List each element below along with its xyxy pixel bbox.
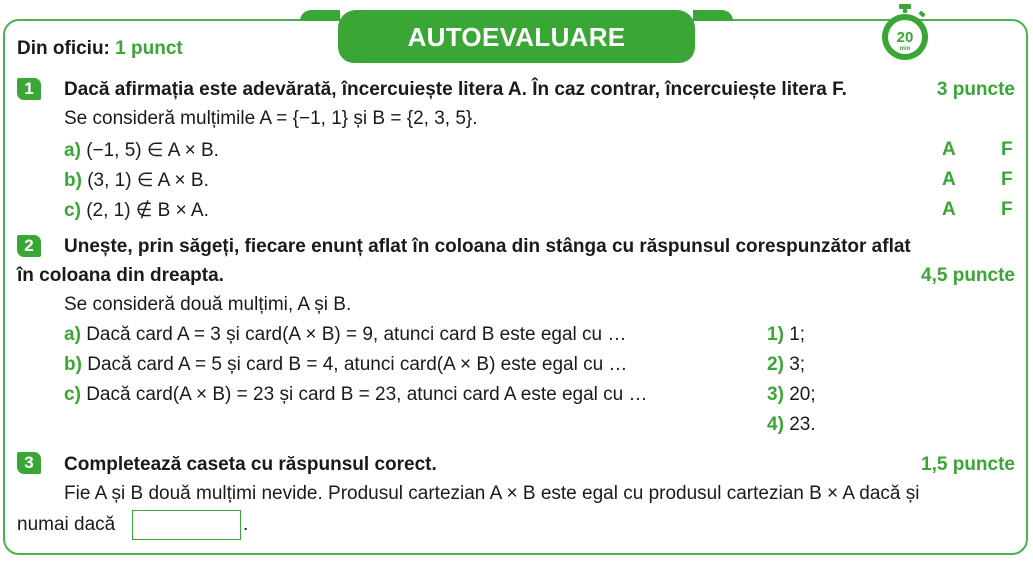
q2-left-b — [64, 354, 627, 376]
q1-item-c-text: (2, 1) ∉ B × A. — [86, 200, 209, 221]
timer-unit: min — [899, 46, 911, 52]
q2-right-3[interactable] — [767, 384, 816, 406]
q2-right-2[interactable] — [767, 354, 805, 376]
q2-number-badge: 2 — [17, 235, 41, 257]
page-title: AUTOEVALUARE — [338, 10, 695, 63]
q2-left-b-text: Dacă card A = 5 și card B = 4, atunci card(A × B) este egal cu … — [87, 354, 628, 375]
q2-right-3-text: 20; — [789, 384, 816, 405]
din-oficiu — [17, 38, 183, 60]
q2-left-c-letter: c) — [64, 384, 81, 405]
q2-right-1-text: 1; — [789, 324, 806, 345]
q1-item-c-option-a[interactable]: A — [942, 199, 956, 220]
q1-context: Se consideră mulțimile A = {−1, 1} și B = {2, 3, 5}. — [64, 108, 478, 129]
q1-item-b-option-f[interactable]: F — [1001, 169, 1013, 190]
q3-instruction: Completează caseta cu răspunsul corect. — [64, 454, 437, 475]
din-oficiu-label: Din oficiu: — [17, 38, 110, 59]
q3-line2-after: . — [243, 514, 249, 535]
q1-instruction: Dacă afirmația este adevărată, încercuiește litera A. În caz contrar, încercuiește litera F. — [64, 79, 847, 100]
q1-item-b-text: (3, 1) ∈ A × B. — [87, 170, 209, 191]
q1-item-b-letter: b) — [64, 170, 82, 191]
q2-context: Se consideră două mulțimi, A și B. — [64, 294, 352, 315]
q2-right-2-num: 2) — [767, 354, 784, 375]
q2-instruction-line2: în coloana din dreapta. — [17, 265, 224, 286]
q2-right-2-text: 3; — [789, 354, 806, 375]
q2-left-a — [64, 324, 626, 346]
stopwatch-icon — [880, 2, 930, 62]
q3-number-badge: 3 — [17, 452, 41, 474]
q2-points: 4,5 puncte — [921, 265, 1015, 286]
q2-left-c-text: Dacă card(A × B) = 23 și card B = 23, atunci card A este egal cu … — [86, 384, 648, 405]
timer-value: 20 — [896, 29, 914, 46]
q2-right-1-num: 1) — [767, 324, 784, 345]
tab-ear-left — [300, 10, 340, 21]
q1-item-b-option-a[interactable]: A — [942, 169, 956, 190]
q2-left-a-text: Dacă card A = 3 și card(A × B) = 9, atunci card B este egal cu … — [86, 324, 627, 345]
q2-right-4[interactable] — [767, 414, 816, 436]
q1-item-a-text: (−1, 5) ∈ A × B. — [86, 140, 219, 161]
q1-points: 3 puncte — [936, 79, 1015, 100]
q2-right-4-num: 4) — [767, 414, 784, 435]
q2-left-c — [64, 384, 648, 406]
q2-right-3-num: 3) — [767, 384, 784, 405]
q1-item-a-option-f[interactable]: F — [1001, 139, 1013, 160]
q2-left-b-letter: b) — [64, 354, 82, 375]
q3-line1: Fie A și B două mulțimi nevide. Produsul cartezian A × B este egal cu produsul cartezian B × A dacă și — [64, 483, 920, 504]
q2-instruction-line1: Unește, prin săgeți, fiecare enunț aflat în coloana din stânga cu răspunsul corespunzător aflat — [64, 236, 911, 257]
q1-number-badge: 1 — [17, 78, 41, 100]
q1-item-a — [64, 139, 219, 162]
tab-ear-right — [693, 10, 733, 21]
q1-item-b — [64, 169, 209, 192]
q1-item-c — [64, 199, 209, 222]
q1-item-c-letter: c) — [64, 200, 81, 221]
q1-item-a-option-a[interactable]: A — [942, 139, 956, 160]
q2-right-1[interactable] — [767, 324, 805, 346]
q2-right-4-text: 23. — [789, 414, 816, 435]
q1-item-c-option-f[interactable]: F — [1001, 199, 1013, 220]
q3-points: 1,5 puncte — [921, 454, 1015, 475]
din-oficiu-points: 1 punct — [115, 38, 183, 59]
q1-item-a-letter: a) — [64, 140, 81, 161]
q2-left-a-letter: a) — [64, 324, 81, 345]
q3-answer-box[interactable] — [132, 510, 241, 540]
q3-line2-before: numai dacă — [17, 514, 116, 535]
